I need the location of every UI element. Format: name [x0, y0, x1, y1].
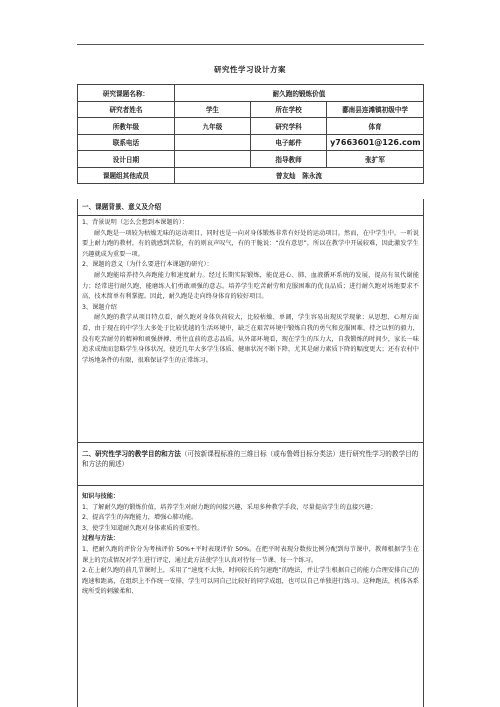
method-title: 过程与方法： — [82, 535, 120, 543]
table-row — [78, 167, 424, 184]
significance-text: 耐久跑能培养持久奔跑能力和速度耐力。经过长期实际锻炼，能促进心、肺、血液循环系统的发展，提高有氧代谢能力；经常进行耐久跑，能磨练人们勇敢顽强的意志。培养学生吃苦耐劳和克服困难的优良品质；进行耐久跑对场地要求不高，技术简单有利掌握。因此，耐久跑是走向终身体育的较好项目。 — [82, 271, 419, 301]
intro-title: 3、课题介绍 — [82, 303, 117, 311]
method-item: 2.在上耐久跑的前几节课时上，采用了“速度不太快，时间较长的匀速跑”的跑法，并让学生根据自己的能力合理安排自己的跑速和距离，在组织上不作统一安排，学生可以同自己比较好的同学成组，也可以自己单独进行练习。这种跑法，机体各系统所受的刺激柔和、 — [82, 567, 419, 596]
goals-detail-section — [77, 486, 424, 707]
knowledge-item: 1、了解耐久跑的锻炼价值，培养学生对耐力跑的间接兴趣，采用多种教学手段，尽量提高学生的直接兴趣； — [82, 503, 377, 511]
section-heading: 一、课题背景、意义及介绍 — [82, 203, 162, 211]
phone-label: 联系电话 — [78, 134, 175, 151]
phone-value — [174, 134, 250, 151]
intro-text: 耐久跑的教学从项目特点看，耐久跑对身体负荷较大，比较枯燥、单调，学生容易出现厌学现象；从思想、心理方面看，由于现在的中学生大多处于比较优越的生活环境中，缺乏在艰苦环境中锻炼自我的勇气和克服困难、持之以恒的毅力，没有吃苦耐劳的精神和顽强拼搏、勇往直前的意志品质。从外部环境看，现在学生的压力大，自我锻炼的时间少，家长一味追求成绩而忽略学生身体状况，使近几年大多学生体质、健康状况不断下降，尤其是耐力素质下降的幅度更大；还有农村中学场地条件的有限，很难保证学生的正常练习。 — [82, 314, 419, 364]
table-row — [78, 101, 424, 118]
table-row — [78, 134, 424, 151]
grade-value: 九年级 — [174, 118, 250, 135]
date-label: 设计日期 — [78, 151, 175, 168]
email-value: y7663601@126.com — [327, 134, 424, 151]
school-label: 所在学校 — [250, 101, 326, 118]
section-body — [78, 486, 423, 600]
table-row — [78, 85, 424, 102]
background-text: 耐久跑是一项较为枯燥无味的运动项目，同时也是一向对身体锻炼非常有好处的运动项目。然而，在中学生中，一听说要上耐力跑的教材，有的就感到苦脸，有的则哀声叹气，有的干脆说：“没有意思”。所以在教学中开展较难，因此激发学生兴趣就成为重要一项。 — [82, 229, 419, 258]
researcher-value: 学生 — [174, 101, 250, 118]
knowledge-item: 3、使学生知道耐久跑对身体素质的重要性。 — [82, 524, 204, 532]
advisor-value: 张扩军 — [327, 151, 424, 168]
section-body — [78, 215, 423, 368]
email-label: 电子邮件 — [250, 134, 326, 151]
section-heading — [78, 443, 423, 472]
table-row — [78, 118, 424, 135]
researcher-label: 研究者姓名 — [78, 101, 175, 118]
header-rule — [77, 44, 424, 45]
info-table — [77, 84, 424, 184]
date-value — [174, 151, 250, 168]
topic-label: 研究课题名称： — [78, 85, 175, 102]
subject-label: 研究学科 — [250, 118, 326, 135]
members-value: 曾友灿 陈永流 — [174, 167, 423, 184]
significance-title: 2、课题的意义（为什么要进行本课题的研究）： — [82, 261, 213, 269]
knowledge-item: 2、提高学生的奔跑能力，增强心肺功能。 — [82, 514, 198, 522]
subject-value: 体育 — [327, 118, 424, 135]
method-item: 1、把耐久跑的评价分为考核评价 50%+平时表现评价 50%。在把平时表现分数按比例分配到每节课中，教师根据学生在课上的完成情况对学生进行评定，通过此方法使学生认真对待每一节课、每一个练习。 — [82, 545, 419, 564]
school-value: 鄱南县连滩镇初级中学 — [327, 101, 424, 118]
document-title: 研究性学习设计方案 — [214, 65, 286, 74]
background-section — [77, 199, 424, 443]
goals-heading: 二、研究性学习的教学目的和方法 — [82, 450, 181, 458]
grade-label: 所教年级 — [78, 118, 175, 135]
table-row — [78, 151, 424, 168]
goals-section — [77, 443, 424, 486]
advisor-label: 指导教师 — [250, 151, 326, 168]
knowledge-title: 知识与技能： — [82, 493, 120, 500]
goals-heading-note: （可按新课程标准的三维目标（或布鲁姆目标分类法）进行研究性学习的教学目的和方法的阐述） — [82, 450, 419, 468]
background-title: 1、背景说明（怎么会想到本课题的）： — [82, 219, 189, 226]
members-label: 课题组其他成员 — [78, 167, 175, 184]
topic-value: 耐久跑的锻炼价值 — [174, 85, 423, 102]
